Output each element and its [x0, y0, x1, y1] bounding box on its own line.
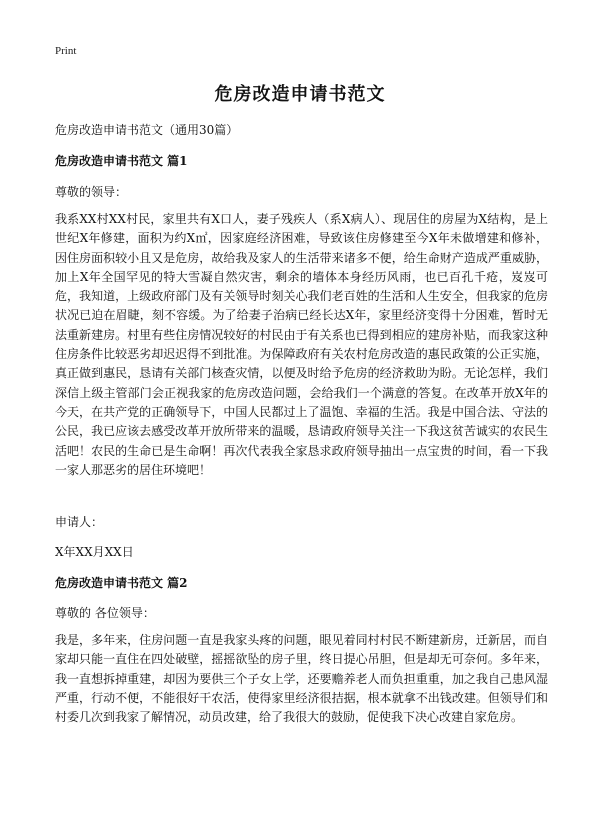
- date-line: X年XX月XX日: [55, 545, 134, 559]
- print-label: Print: [55, 45, 77, 57]
- body-paragraph: 我系XX村XX村民，家里共有X口人，妻子残疾人（系X病人）、现居住的房屋为X结构，是上世纪X年修建，面积为约X㎡，因家庭经济困难，导致该住房修建至今X年未做增建和修补，因住房面积较小且又是危房，故给我及家人的生活带来诸多不便，给生命财产造成严重威胁，加上X年全国罕见的特大雪凝自然灾害，剩余的墙体本身经历风雨，也已百孔千疮，岌岌可危，我知道，上级政府部门及有关领导时刻关心我们老百姓的生活和人生安全，但我家的危房状况已迫在眉睫，刻不容缓。为了给妻子治病已经长达X年，家里经济变得十分困难，暂时无法重新建房。村里有些住房情况较好的村民由于有关系也已得到相应的建房补贴，而我家这种住房条件比较恶劣却迟迟得不到批准。为保障政府有关农村危房改造的惠民政策的公正实施，真正做到惠民，恳请有关部门核查灾情，以便及时给予危房的经济救助为盼。无论怎样，我们深信上级主管部门会正视我家的危房改造问题，会给我们一个满意的答复。在改革开放X年的今天，在共产党的正确领导下，中国人民都过上了温饱、幸福的生活。我是中国合法、守法的公民，我已应该去感受改革开放所带来的温暖，恳请政府领导关注一下我这贫苦诚实的农民生活吧！农民的生命已是生命啊！再次代表我全家恳求政府领导抽出一点宝贵的时间，看一下我一家人那恶劣的居住环境吧！: [55, 212, 548, 477]
- applicant-label: 申请人：: [55, 515, 104, 529]
- document-subtitle: 危房改造申请书范文（通用30篇）: [55, 123, 239, 137]
- salutation: 尊敬的领导：: [55, 185, 128, 199]
- section-heading: 危房改造申请书范文 篇2: [55, 576, 188, 590]
- section-heading: 危房改造申请书范文 篇1: [55, 154, 188, 168]
- page-title: 危房改造申请书范文: [214, 84, 386, 105]
- body-paragraph: 我是，多年来，住房问题一直是我家头疼的问题，眼见着同村村民不断建新房，迁新居，而自家却只能一直住在四处破壁，摇摇欲坠的房子里，终日提心吊胆，但是却无可奈何。多年来，我一直想拆掉重建，却因为要供三个子女上学，还要赡养老人而负担重重，加之我自己患风湿严重，行动不便，不能很好干农活，使得家里经济很拮据，根本就拿不出钱改建。但领导们和村委几次到我家了解情况，动员改建，给了我很大的鼓励，促使我下决心改建自家危房。: [55, 633, 548, 725]
- salutation: 尊敬的 各位领导：: [55, 606, 155, 620]
